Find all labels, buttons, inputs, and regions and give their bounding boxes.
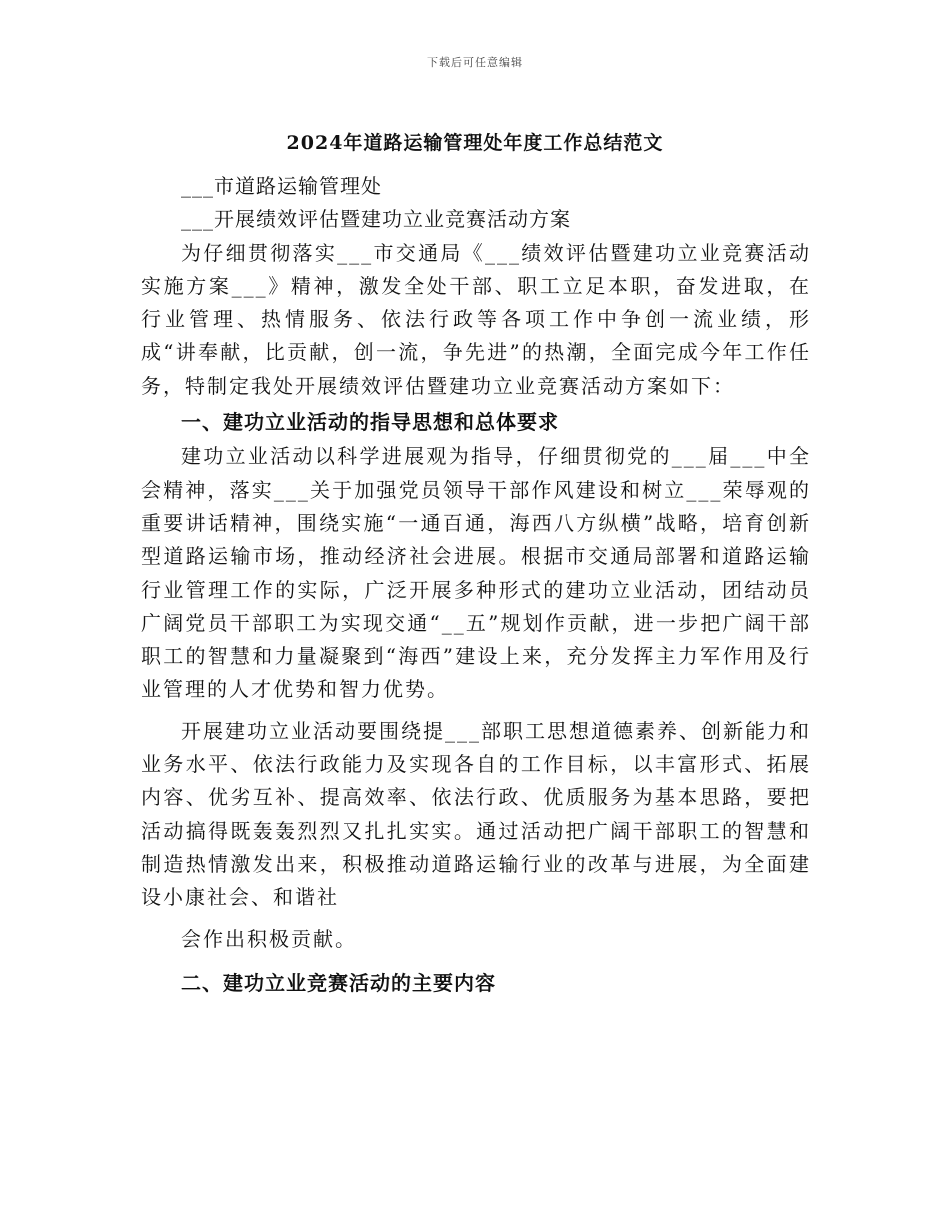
org-line: ___市道路运输管理处 <box>181 174 382 198</box>
section-2-heading: 二、建功立业竞赛活动的主要内容 <box>181 970 496 995</box>
document-title: 2024年道路运输管理处年度工作总结范文 <box>286 132 664 154</box>
section-1-paragraph-1: 建功立业活动以科学进展观为指导，仔细贯彻党的___届___中全会精神，落实___关于加强党员领导干部作风建设和树立___荣辱观的重要讲话精神，围绕实施“一通百通，海西八方纵横”战略，培育创新型道路运输市场，推动经济社会进展。根据市交通局部署和道路运输行业管理工作的实际，广泛开展多种形式的建功立业活动，团结动员广阔党员干部职工为实现交通“__五”规划作贡献，进一步把广阔干部职工的智慧和力量凝聚到“海西”建设上来，充分发挥主力军作用及行业管理的人才优势和智力优势。 <box>141 444 811 702</box>
plan-line: ___开展绩效评估暨建功立业竞赛活动方案 <box>181 207 571 232</box>
section-1-heading: 一、建功立业活动的指导思想和总体要求 <box>181 410 559 435</box>
header-note: 下载后可任意编辑 <box>427 56 523 69</box>
intro-paragraph: 为仔细贯彻落实___市交通局《___绩效评估暨建功立业竞赛活动实施方案___》精神，激发全处干部、职工立足本职，奋发进取，在行业管理、热情服务、依法行政等各项工作中争创一流业绩，形成“讲奉献，比贡献，创一流，争先进”的热潮，全面完成今年工作任务，特制定我处开展绩效评估暨建功立业竞赛活动方案如下： <box>141 240 811 398</box>
paragraph-gap <box>141 915 811 923</box>
section-1-paragraph-3: 会作出积极贡献。 <box>181 926 357 951</box>
paragraph-gap <box>141 956 811 964</box>
document-body <box>141 170 811 1001</box>
section-1-paragraph-2: 开展建功立业活动要围绕提___部职工思想道德素养、创新能力和业务水平、依法行政能力及实现各自的工作目标，以丰富形式、拓展内容、优劣互补、提高效率、依法行政、优质服务为基本思路，要把活动搞得既轰轰烈烈又扎扎实实。通过活动把广阔干部职工的智慧和制造热情激发出来，积极推动道路运输行业的改革与进展，为全面建设小康社会、和谐社 <box>141 718 811 910</box>
paragraph-gap <box>141 707 811 715</box>
